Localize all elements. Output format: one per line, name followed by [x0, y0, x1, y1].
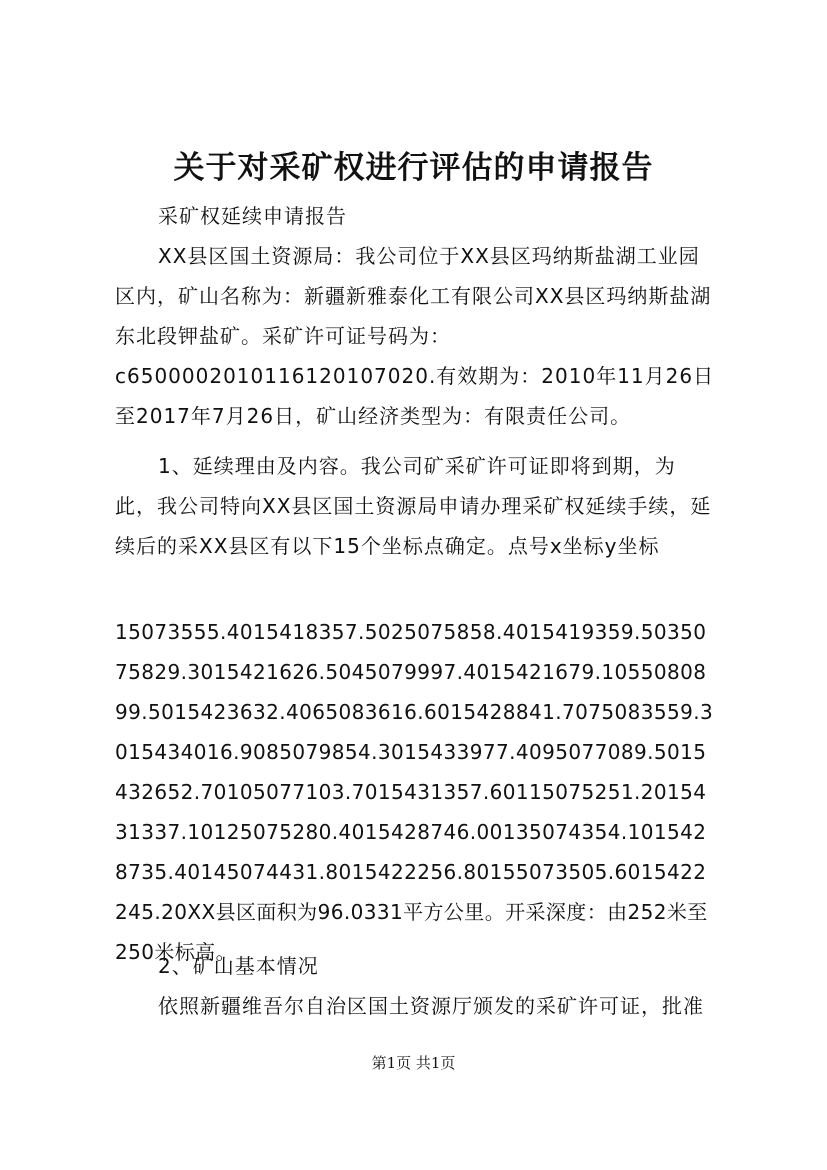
- paragraph-renewal-reason: 1、延续理由及内容。我公司矿采矿许可证即将到期，为此，我公司特向XX县区国土资源局申请办理采矿权延续手续，延续后的采XX县区有以下15个坐标点确定。点号x坐标y坐标: [115, 454, 712, 558]
- page-number: 第1页 共1页: [371, 1054, 456, 1072]
- paragraph-mine-license: 依照新疆维吾尔自治区国土资源厅颁发的采矿许可证，批准: [158, 994, 704, 1018]
- document-title: 关于对采矿权进行评估的申请报告: [173, 150, 654, 186]
- section-heading-mine-basic-info: 2、矿山基本情况: [158, 954, 319, 978]
- paragraph-coordinates: 15073555.4015418357.5025075858.4015419359.5035075829.3015421626.5045079997.4015421679.1055080899.5015423632.4065083616.6015428841.7075083559.3015434016.9085079854.3015433977.4095077089.5015432652.70105077103.7015431357.60115075251.2015431337.10125075280.4015428746.00135074354.1015428735.40145074431.8015422256.80155073505.6015422245.20XX县区面积为96.0331平方公里。开采深度：由252米至250米标高。: [115, 620, 714, 964]
- document-subtitle: 采矿权延续申请报告: [158, 204, 347, 228]
- paragraph-applicant-info: XX县区国土资源局：我公司位于XX县区玛纳斯盐湖工业园区内，矿山名称为：新疆新雅泰化工有限公司XX县区玛纳斯盐湖东北段钾盐矿。采矿许可证号码为：c6500002010116120107020.有效期为：2010年11月26日至2017年7月26日，矿山经济类型为：有限责任公司。: [115, 244, 715, 428]
